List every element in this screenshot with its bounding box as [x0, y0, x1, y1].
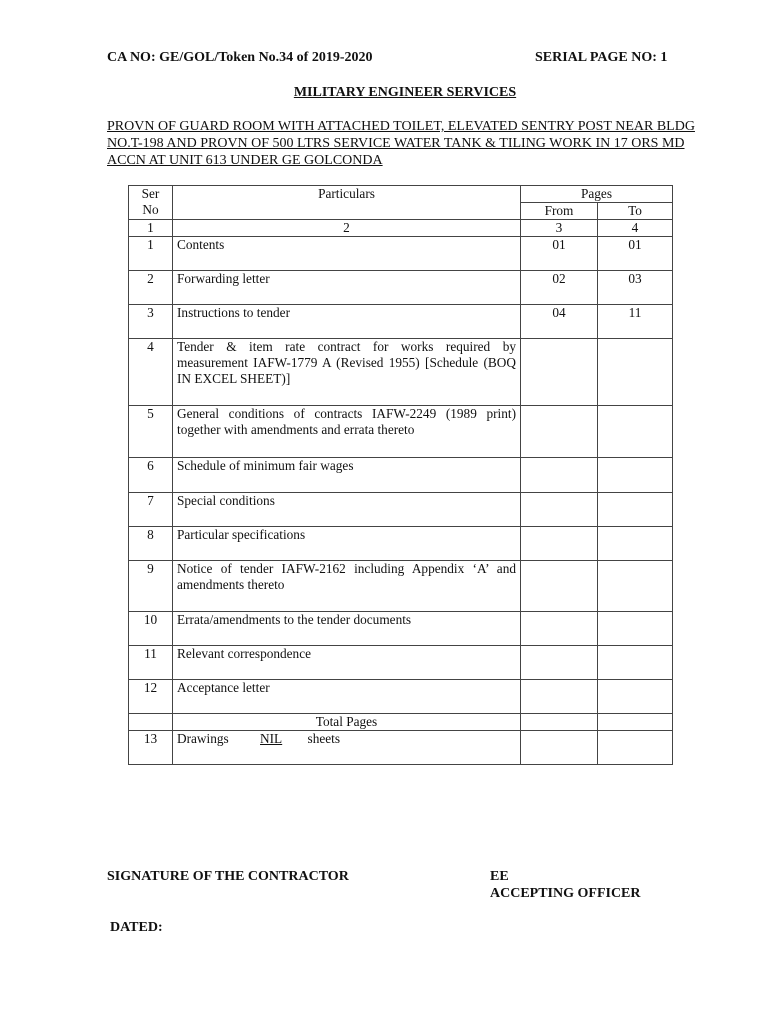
from-cell — [521, 339, 598, 406]
to-cell — [598, 406, 673, 458]
total-pages-row — [129, 714, 673, 731]
particulars-cell: Special conditions — [173, 493, 521, 527]
to-cell: 11 — [598, 305, 673, 339]
ser-cell: 10 — [129, 612, 173, 646]
particulars-header: Particulars — [173, 186, 521, 220]
table-row — [129, 406, 673, 458]
table-row — [129, 527, 673, 561]
to-cell — [598, 561, 673, 612]
contractor-signature-label: SIGNATURE OF THE CONTRACTOR — [107, 869, 349, 884]
from-cell — [521, 646, 598, 680]
blank-cell — [521, 731, 598, 765]
from-cell — [521, 612, 598, 646]
blank-cell — [598, 714, 673, 731]
table-row — [129, 271, 673, 305]
blank-cell — [598, 731, 673, 765]
from-cell — [521, 406, 598, 458]
particulars-cell: Notice of tender IAFW-2162 including Appendix ‘A’ and amendments thereto — [173, 561, 521, 612]
to-cell: 03 — [598, 271, 673, 305]
table-row — [129, 458, 673, 493]
from-cell — [521, 561, 598, 612]
page-title: MILITARY ENGINEER SERVICES — [293, 85, 517, 100]
table-row — [129, 680, 673, 714]
table-index-row — [129, 220, 673, 237]
particulars-cell: Schedule of minimum fair wages — [173, 458, 521, 493]
dated-label: DATED: — [110, 920, 163, 935]
blank-cell — [521, 714, 598, 731]
ser-cell: 4 — [129, 339, 173, 406]
ser-cell: 3 — [129, 305, 173, 339]
table-row — [129, 493, 673, 527]
ser-header-line1: Ser — [141, 186, 160, 201]
from-cell: 04 — [521, 305, 598, 339]
accepting-officer-label: ACCEPTING OFFICER — [490, 886, 641, 901]
to-cell — [598, 680, 673, 714]
blank-cell — [129, 714, 173, 731]
from-cell: 02 — [521, 271, 598, 305]
pages-header: Pages — [521, 186, 673, 203]
table-row — [129, 237, 673, 271]
table-row — [129, 339, 673, 406]
ser-cell: 11 — [129, 646, 173, 680]
particulars-cell: Instructions to tender — [173, 305, 521, 339]
sheets-label: sheets — [307, 731, 341, 746]
particulars-cell: Tender & item rate contract for works required by measurement IAFW-1779 A (Revised 1955) [Schedule (BOQ IN EXCEL SHEET)] — [173, 339, 521, 406]
ser-cell: 8 — [129, 527, 173, 561]
work-subject: PROVN OF GUARD ROOM WITH ATTACHED TOILET, ELEVATED SENTRY POST NEAR BLDG NO.T-198 AND PROVN OF 500 LTRS SERVICE WATER TANK & TILING WORK IN 17 ORS MD ACCN AT UNIT 613 UNDER GE GOLCONDA — [107, 119, 695, 168]
drawings-label: Drawings — [177, 731, 229, 746]
particulars-cell: General conditions of contracts IAFW-2249 (1989 print) together with amendments and errata thereto — [173, 406, 521, 458]
to-cell — [598, 612, 673, 646]
ser-cell: 12 — [129, 680, 173, 714]
particulars-cell: Contents — [173, 237, 521, 271]
table-row — [129, 646, 673, 680]
to-header: To — [598, 203, 673, 220]
ser-cell: 7 — [129, 493, 173, 527]
ser-cell: 6 — [129, 458, 173, 493]
drawings-cell — [173, 731, 521, 765]
to-cell: 01 — [598, 237, 673, 271]
from-cell: 01 — [521, 237, 598, 271]
table-header-row — [129, 186, 673, 203]
ser-cell: 2 — [129, 271, 173, 305]
from-cell — [521, 527, 598, 561]
table-row — [129, 612, 673, 646]
from-cell — [521, 493, 598, 527]
drawings-row — [129, 731, 673, 765]
ser-cell: 5 — [129, 406, 173, 458]
particulars-cell: Forwarding letter — [173, 271, 521, 305]
contents-table — [128, 185, 673, 765]
particulars-cell: Relevant correspondence — [173, 646, 521, 680]
ser-no-header — [129, 186, 173, 220]
to-cell — [598, 339, 673, 406]
ee-label: EE — [490, 869, 509, 884]
ser-cell: 13 — [129, 731, 173, 765]
index-cell: 2 — [173, 220, 521, 237]
particulars-cell: Particular specifications — [173, 527, 521, 561]
to-cell — [598, 527, 673, 561]
ca-number: CA NO: GE/GOL/Token No.34 of 2019-2020 — [107, 50, 373, 65]
index-cell: 3 — [521, 220, 598, 237]
to-cell — [598, 493, 673, 527]
particulars-cell: Errata/amendments to the tender documents — [173, 612, 521, 646]
ser-cell: 1 — [129, 237, 173, 271]
index-cell: 1 — [129, 220, 173, 237]
drawings-value: NIL — [260, 731, 283, 746]
to-cell — [598, 458, 673, 493]
ser-cell: 9 — [129, 561, 173, 612]
total-pages-label: Total Pages — [173, 714, 521, 731]
ser-header-line2: No — [142, 202, 159, 217]
to-cell — [598, 646, 673, 680]
from-cell — [521, 680, 598, 714]
particulars-cell: Acceptance letter — [173, 680, 521, 714]
table-row — [129, 305, 673, 339]
from-header: From — [521, 203, 598, 220]
serial-page-number: SERIAL PAGE NO: 1 — [535, 50, 668, 65]
table-row — [129, 561, 673, 612]
from-cell — [521, 458, 598, 493]
index-cell: 4 — [598, 220, 673, 237]
